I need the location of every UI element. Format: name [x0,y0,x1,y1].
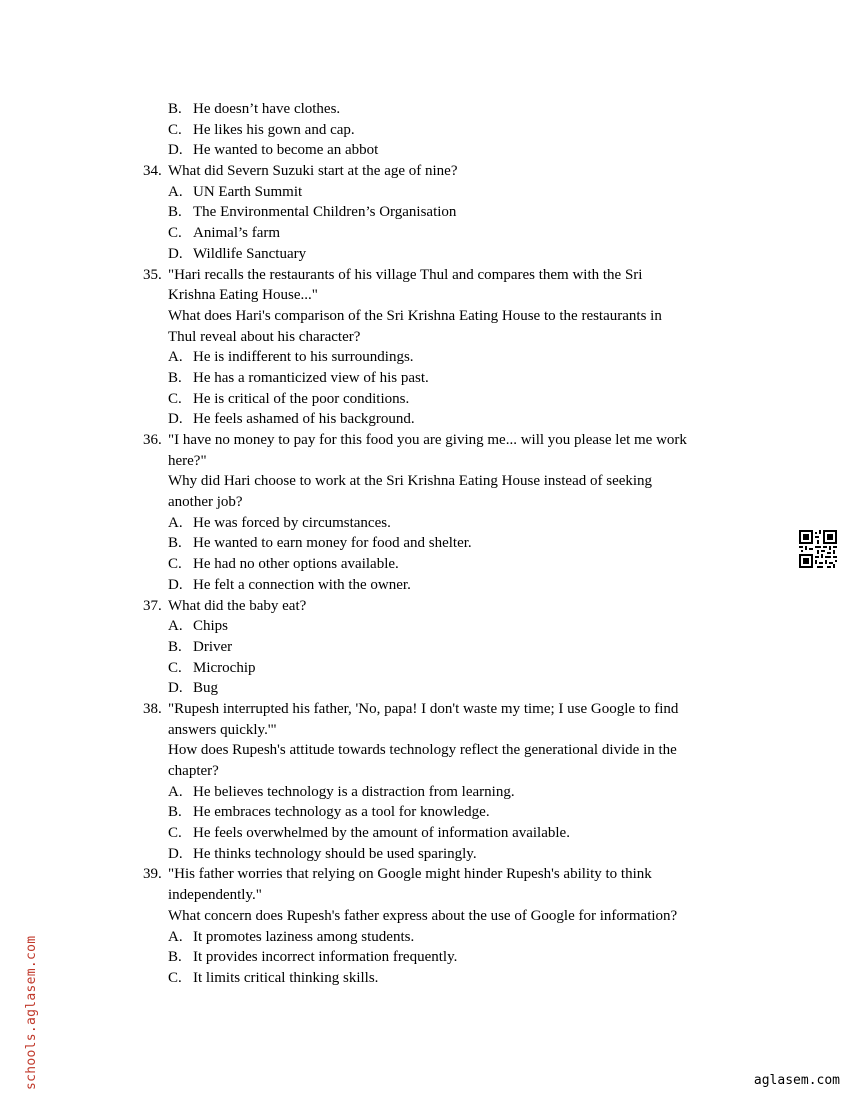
qr-code-icon [799,530,837,568]
option-line [0,140,850,161]
option-text: He wanted to earn money for food and shelter. [193,535,472,552]
option-line [0,658,850,679]
option-line [0,223,850,244]
option-text: The Environmental Children’s Organisation [193,204,457,221]
option-letter: B. [168,949,182,966]
question-text: What did Severn Suzuki start at the age of nine? [168,163,458,180]
option-letter: C. [168,225,182,242]
option-line [0,513,850,534]
option-letter: C. [168,390,182,407]
option-line [0,968,850,989]
option-text: Microchip [193,659,256,676]
footer-watermark-url: aglasem.com [753,1073,840,1088]
question-line [0,699,850,720]
question-continuation-line [0,471,850,492]
option-text: Driver [193,638,233,655]
question-text: another job? [168,494,243,511]
question-continuation-line [0,492,850,513]
option-letter: C. [168,556,182,573]
option-line [0,389,850,410]
option-letter: D. [168,142,183,159]
option-letter: C. [168,969,182,986]
option-line [0,823,850,844]
option-line [0,678,850,699]
question-number: 35. [143,266,162,283]
question-continuation-line [0,720,850,741]
option-line [0,802,850,823]
option-letter: B. [168,369,182,386]
option-letter: D. [168,680,183,697]
option-text: He likes his gown and cap. [193,121,355,138]
question-text: independently." [168,887,262,904]
question-text: answers quickly.'" [168,721,277,738]
question-text: Why did Hari choose to work at the Sri Krishna Eating House instead of seeking [168,473,653,490]
question-number: 38. [143,700,162,717]
option-text: He has a romanticized view of his past. [193,369,429,386]
option-letter: D. [168,576,183,593]
option-text: Wildlife Sanctuary [193,245,307,262]
question-text: How does Rupesh's attitude towards technology reflect the generational divide in the [168,742,677,759]
option-line [0,575,850,596]
option-text: He feels overwhelmed by the amount of information available. [193,825,570,842]
question-line [0,265,850,286]
question-line [0,161,850,182]
option-letter: B. [168,638,182,655]
option-text: It limits critical thinking skills. [193,969,379,986]
option-text: He doesn’t have clothes. [193,101,341,117]
option-letter: B. [168,804,182,821]
option-line [0,202,850,223]
option-letter: A. [168,618,183,635]
question-continuation-line [0,761,850,782]
option-letter: B. [168,204,182,221]
option-letter: D. [168,845,183,862]
option-text: He feels ashamed of his background. [193,411,415,428]
option-letter: A. [168,183,183,200]
question-text: "I have no money to pay for this food you are giving me... will you please let me work [168,432,687,448]
question-continuation-line [0,885,850,906]
option-line [0,616,850,637]
option-text: He is indifferent to his surroundings. [193,349,414,366]
option-text: It provides incorrect information frequently. [193,949,458,966]
option-line [0,533,850,554]
option-letter: C. [168,659,182,676]
option-text: UN Earth Summit [193,183,303,200]
question-text: What does Hari's comparison of the Sri Krishna Eating House to the restaurants in [168,307,662,324]
question-text: "Hari recalls the restaurants of his village Thul and compares them with the Sri [168,266,643,283]
question-continuation-line [0,285,850,306]
question-content [0,99,850,989]
option-letter: A. [168,928,183,945]
option-text: He is critical of the poor conditions. [193,390,410,407]
option-line [0,947,850,968]
question-text: chapter? [168,763,219,779]
option-text: He wanted to become an abbot [193,142,379,159]
option-line [0,244,850,265]
option-text: Chips [193,618,229,635]
question-continuation-line [0,327,850,348]
option-text: Bug [193,680,219,697]
question-text: Krishna Eating House..." [168,287,318,304]
question-text: here?" [168,452,207,469]
question-continuation-line [0,740,850,761]
question-number: 39. [143,866,162,883]
option-line [0,554,850,575]
option-line [0,637,850,658]
question-continuation-line [0,306,850,327]
option-line [0,120,850,141]
option-text: He had no other options available. [193,556,399,573]
option-text: He believes technology is a distraction from learning. [193,783,515,800]
option-letter: A. [168,349,183,366]
option-line [0,182,850,203]
question-continuation-line [0,451,850,472]
option-letter: D. [168,411,183,428]
option-text: Animal’s farm [193,225,281,242]
option-text: He felt a connection with the owner. [193,576,411,593]
question-text: What did the baby eat? [168,597,307,614]
option-text: He embraces technology as a tool for knowledge. [193,804,490,821]
question-number: 34. [143,163,162,180]
option-line [0,347,850,368]
question-number: 37. [143,597,162,614]
option-letter: C. [168,121,182,138]
option-text: It promotes laziness among students. [193,928,415,945]
question-text: "His father worries that relying on Google might hinder Rupesh's ability to think [168,866,652,883]
side-watermark-url: schools.aglasem.com [24,935,39,1090]
option-line [0,927,850,948]
option-line [0,409,850,430]
question-text: Thul reveal about his character? [168,328,361,345]
question-text: "Rupesh interrupted his father, 'No, papa! I don't waste my time; I use Google to find [168,700,679,717]
option-letter: A. [168,514,183,531]
question-number: 36. [143,432,162,448]
option-line [0,782,850,803]
option-letter: A. [168,783,183,800]
option-text: He was forced by circumstances. [193,514,391,531]
question-line [0,430,850,451]
question-text: What concern does Rupesh's father express about the use of Google for information? [168,907,678,924]
option-letter: B. [168,101,182,117]
option-line [0,99,850,120]
option-text: He thinks technology should be used sparingly. [193,845,477,862]
question-continuation-line [0,906,850,927]
option-line [0,368,850,389]
option-letter: C. [168,825,182,842]
option-letter: B. [168,535,182,552]
option-line [0,844,850,865]
question-line [0,596,850,617]
option-letter: D. [168,245,183,262]
question-line [0,864,850,885]
